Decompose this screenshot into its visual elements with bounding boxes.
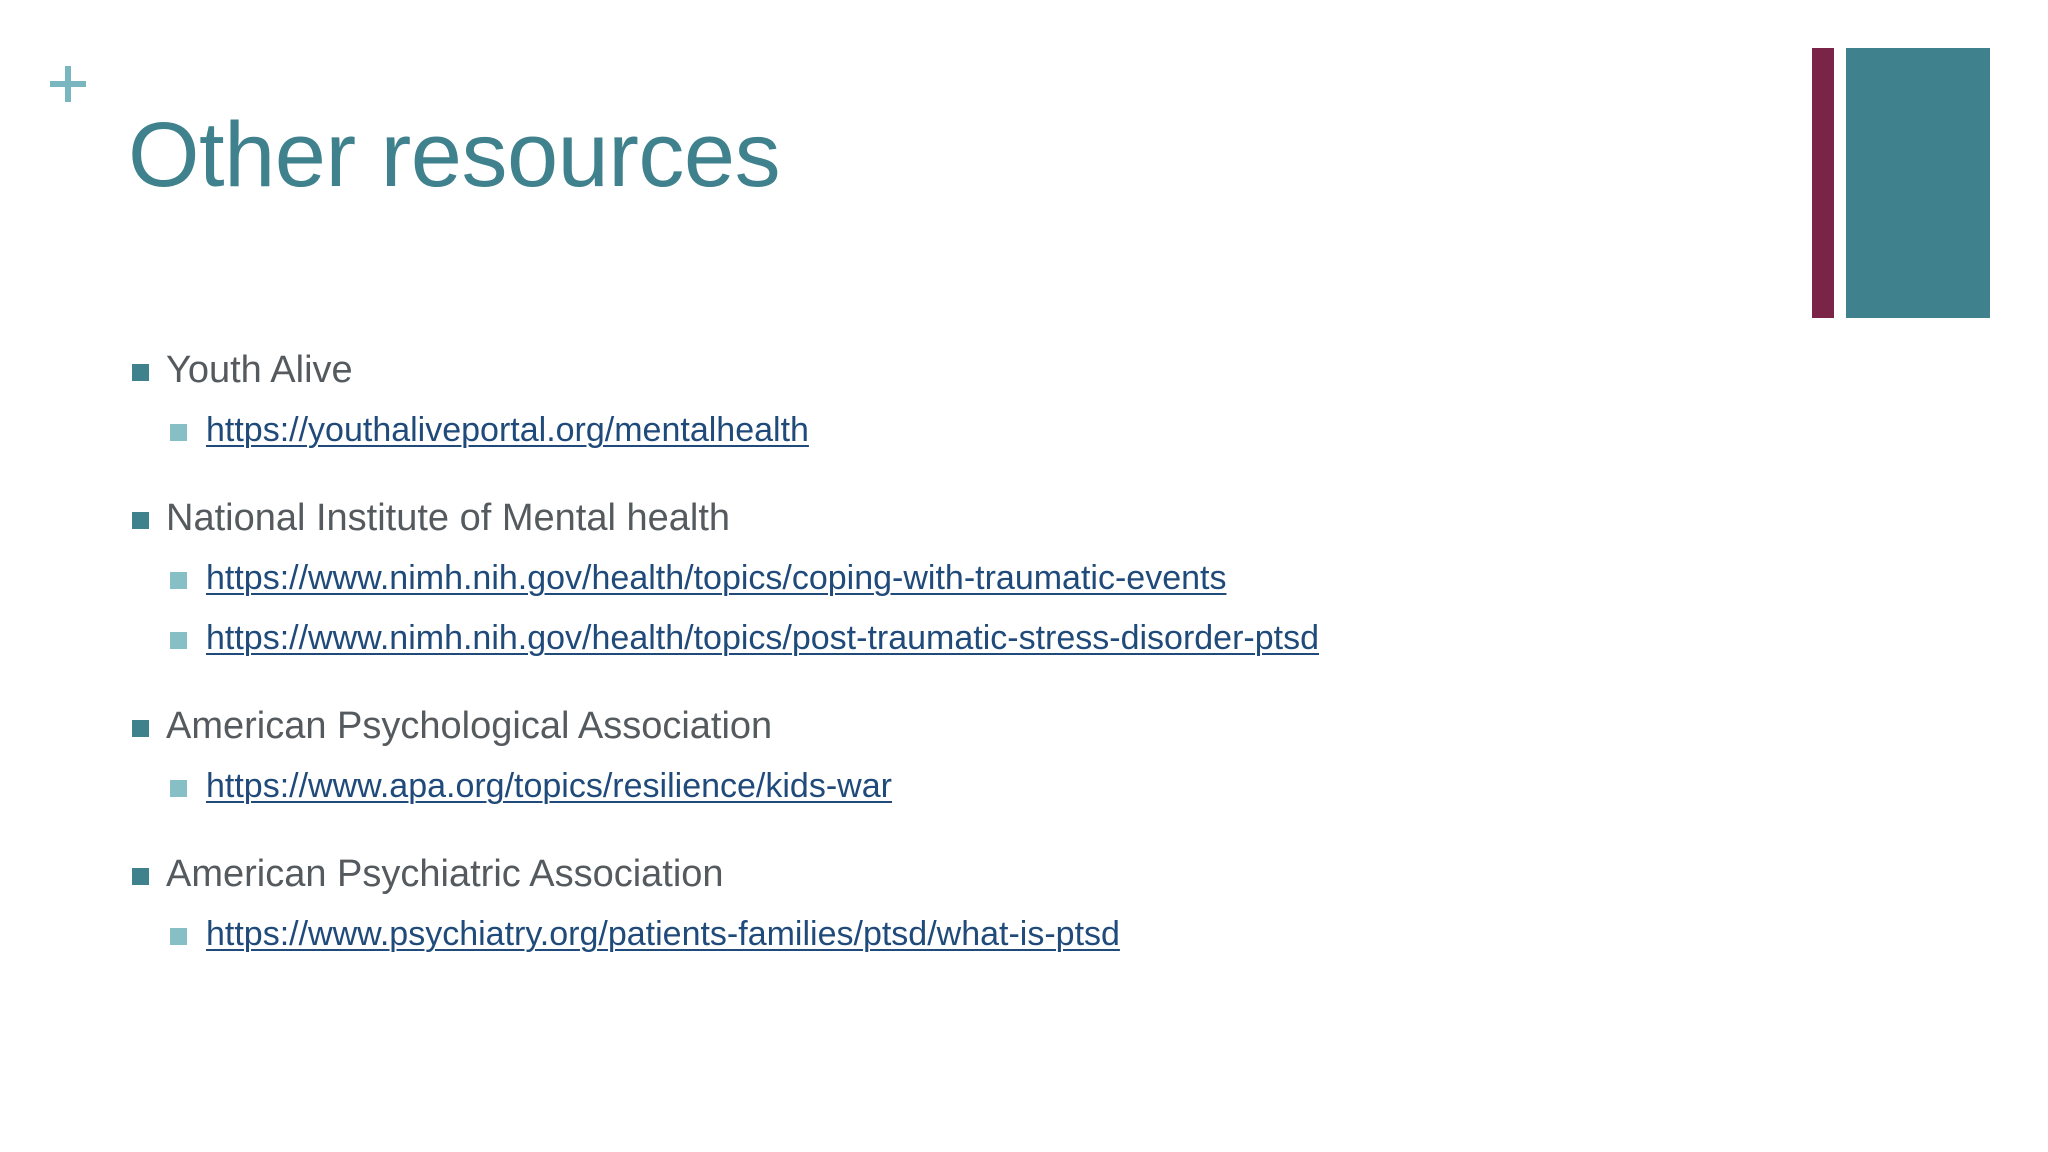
slide-title: Other resources	[128, 104, 781, 206]
resource-name: Youth Alive	[166, 349, 353, 391]
resource-group-apa-psychological	[130, 696, 1730, 816]
square-bullet-icon	[170, 928, 187, 945]
resource-group-youth-alive	[130, 340, 1730, 460]
resource-list	[130, 340, 1730, 964]
square-bullet-icon	[170, 572, 187, 589]
square-bullet-icon	[170, 632, 187, 649]
list-item	[130, 904, 1730, 964]
square-bullet-icon	[132, 364, 149, 381]
square-bullet-icon	[170, 780, 187, 797]
list-item	[130, 696, 1730, 756]
resource-link[interactable]: https://www.psychiatry.org/patients-families/ptsd/what-is-ptsd	[206, 915, 1120, 953]
list-item	[130, 400, 1730, 460]
square-bullet-icon	[170, 424, 187, 441]
list-item	[130, 548, 1730, 608]
list-item	[130, 488, 1730, 548]
square-bullet-icon	[132, 868, 149, 885]
resource-link[interactable]: https://www.nimh.nih.gov/health/topics/post-traumatic-stress-disorder-ptsd	[206, 619, 1320, 657]
list-item	[130, 340, 1730, 400]
list-item	[130, 844, 1730, 904]
resource-group-nimh	[130, 488, 1730, 668]
square-bullet-icon	[132, 720, 149, 737]
resource-link[interactable]: https://youthaliveportal.org/mentalhealth	[206, 411, 809, 449]
list-item	[130, 756, 1730, 816]
resource-name: American Psychiatric Association	[166, 853, 724, 895]
plus-icon	[50, 66, 86, 102]
resource-group-apa-psychiatric	[130, 844, 1730, 964]
list-item	[130, 608, 1730, 668]
decorative-maroon-bar	[1812, 48, 1834, 318]
decorative-teal-bar	[1846, 48, 1990, 318]
square-bullet-icon	[132, 512, 149, 529]
resource-name: National Institute of Mental health	[166, 497, 731, 539]
resource-name: American Psychological Association	[166, 705, 773, 747]
resource-link[interactable]: https://www.nimh.nih.gov/health/topics/coping-with-traumatic-events	[206, 559, 1227, 597]
resource-link[interactable]: https://www.apa.org/topics/resilience/kids-war	[206, 767, 892, 805]
